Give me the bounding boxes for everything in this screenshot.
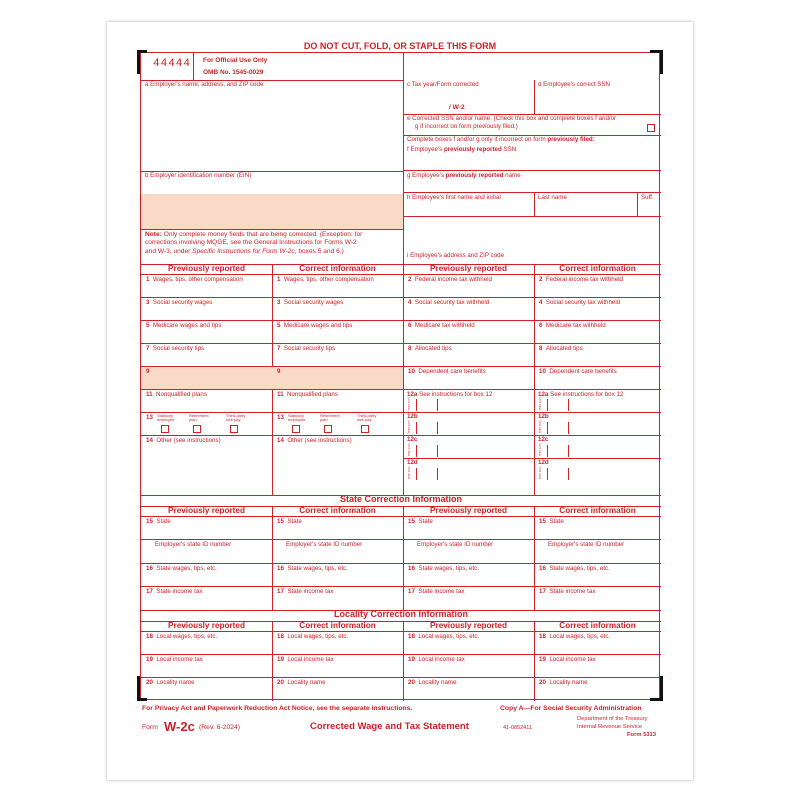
state-17-c1: 17 State income tax xyxy=(146,588,203,595)
box-12b-prev: 12b xyxy=(407,413,418,420)
box-13-prev-statutory-checkbox[interactable] xyxy=(161,425,169,433)
box-g-label: g Employee's previously reported name xyxy=(407,172,521,179)
box-12b-corr-code: C O D E xyxy=(538,420,542,435)
box-5-prev: 5 Medicare wages and tips xyxy=(146,322,222,329)
state-id-c1: Employer's state ID number xyxy=(155,541,232,548)
state-17-c4: 17 State income tax xyxy=(539,588,596,595)
corner-mark-bl-v xyxy=(137,676,140,701)
state-id-c4: Employer's state ID number xyxy=(548,541,625,548)
right-prev-header: Previously reported xyxy=(430,264,507,273)
state-prev-header-1: Previously reported xyxy=(168,506,245,515)
box-h-suffix: Suff. xyxy=(641,194,654,201)
box-13-prev-retirement-checkbox[interactable] xyxy=(193,425,201,433)
top-notice: DO NOT CUT, FOLD, OR STAPLE THIS FORM xyxy=(303,41,497,51)
box-12d-corr-code: C O D E xyxy=(538,466,542,481)
control-number[interactable]: 44444 xyxy=(153,58,192,70)
form-word: Form xyxy=(142,724,158,731)
box-6-corr: 6 Medicare tax withheld xyxy=(539,322,606,329)
ein-shaded-field[interactable] xyxy=(141,194,403,229)
box-h-last-name: Last name xyxy=(538,194,567,201)
box-13-corr: 13 xyxy=(277,414,284,421)
box-13-prev-statutory: Statutory employee xyxy=(157,413,175,423)
employer-name-field[interactable] xyxy=(141,89,403,171)
box-9-prev-label: 9 xyxy=(146,368,150,375)
local-20-c4: 20 Locality name xyxy=(539,679,588,686)
right-corr-header: Correct information xyxy=(559,264,636,273)
corner-mark-br-v xyxy=(660,676,663,701)
box-f-label: f Employee's previously reported SSN xyxy=(407,146,517,153)
box-11-prev: 11 Nonqualified plans xyxy=(146,391,207,398)
state-16-c2: 16 State wages, tips, etc. xyxy=(277,565,348,572)
local-19-c3: 19 Local income tax xyxy=(408,656,465,663)
locality-prev-header-2: Previously reported xyxy=(430,621,507,630)
state-16-c1: 16 State wages, tips, etc. xyxy=(146,565,217,572)
locality-corr-header-1: Correct information xyxy=(299,621,376,630)
box-5-corr: 5 Medicare wages and tips xyxy=(277,322,353,329)
box-2-corr: 2 Federal income tax withheld xyxy=(539,276,623,283)
box-9-corr-shaded[interactable] xyxy=(272,366,403,389)
box-13-prev-thirdparty-checkbox[interactable] xyxy=(230,425,238,433)
form-title: Corrected Wage and Tax Statement xyxy=(310,721,469,732)
state-prev-header-2: Previously reported xyxy=(430,506,507,515)
box-13-prev: 13 xyxy=(146,414,153,421)
state-17-c2: 17 State income tax xyxy=(277,588,334,595)
privacy-notice: For Privacy Act and Paperwork Reduction Act Notice, see the separate instructions. xyxy=(142,705,413,712)
left-prev-header: Previously reported xyxy=(168,264,245,273)
state-15-c3: 15 State xyxy=(408,518,433,525)
box-13-prev-thirdparty: Third-party sick pay xyxy=(226,413,246,423)
w2c-form xyxy=(140,52,660,700)
locality-prev-header-1: Previously reported xyxy=(168,621,245,630)
box-9-prev-shaded[interactable] xyxy=(141,366,272,389)
state-15-c4: 15 State xyxy=(539,518,564,525)
box-12d-corr: 12d xyxy=(538,459,549,466)
box-e-checkbox[interactable] xyxy=(647,124,655,132)
box-12c-corr-code: C O D E xyxy=(538,443,542,458)
box-13-corr-retirement: Retirement plan xyxy=(320,413,340,423)
box-9-corr-label: 9 xyxy=(277,368,281,375)
box-13-prev-retirement: Retirement plan xyxy=(189,413,209,423)
local-20-c1: 20 Locality name xyxy=(146,679,195,686)
box-a-label: a Employer's name, address, and ZIP code xyxy=(145,81,264,88)
box-3-prev: 3 Social security wages xyxy=(146,299,213,306)
state-15-c1: 15 State xyxy=(146,518,171,525)
box-4-prev: 4 Social security tax withheld xyxy=(408,299,490,306)
box-1-prev: 1 Wages, tips, other compensation xyxy=(146,276,243,283)
local-18-c3: 18 Local wages, tips, etc. xyxy=(408,633,480,640)
dept-irs: Internal Revenue Service xyxy=(577,724,643,730)
corner-mark-tr-v xyxy=(660,50,663,74)
complete-fg-instructions: Complete boxes f and/or g only if incorrect on form previously filed: xyxy=(407,136,595,143)
state-16-c3: 16 State wages, tips, etc. xyxy=(408,565,479,572)
box-i-label: i Employee's address and ZIP code xyxy=(407,252,505,259)
state-id-c3: Employer's state ID number xyxy=(417,541,494,548)
corner-mark-tl-v xyxy=(137,50,140,74)
box-12c-prev: 12c xyxy=(407,436,418,443)
official-use-label: For Official Use Only xyxy=(203,57,268,64)
copy-a-label: Copy A—For Social Security Administration xyxy=(500,705,642,712)
box-14-prev: 14 Other (see instructions) xyxy=(146,437,221,444)
box-8-prev: 8 Allocated tips xyxy=(408,345,452,352)
cat-number: 41-0852411 xyxy=(503,725,532,731)
state-17-c3: 17 State income tax xyxy=(408,588,465,595)
box-12b-prev-code: C O D E xyxy=(407,420,411,435)
local-19-c4: 19 Local income tax xyxy=(539,656,596,663)
box-10-corr: 10 Dependent care benefits xyxy=(539,368,617,375)
state-id-c2: Employer's state ID number xyxy=(286,541,363,548)
box-1-corr: 1 Wages, tips, other compensation xyxy=(277,276,374,283)
box-7-prev: 7 Social security tips xyxy=(146,345,205,352)
locality-section-title: Locality Correction Information xyxy=(333,609,468,619)
box-e-label: e Corrected SSN and/or name. (Check this box and complete boxes f and/or g if incorrect on form previously filed.) xyxy=(407,115,617,130)
local-20-c2: 20 Locality name xyxy=(277,679,326,686)
box-13-corr-statutory: Statutory employee xyxy=(288,413,306,423)
box-12c-corr: 12c xyxy=(538,436,549,443)
box-14-corr: 14 Other (see instructions) xyxy=(277,437,352,444)
box-12a-corr: 12a See instructions for box 12 xyxy=(538,391,624,398)
box-c-label: c Tax year/Form corrected xyxy=(407,81,479,88)
local-20-c3: 20 Locality name xyxy=(408,679,457,686)
box-d-label: d Employee's correct SSN xyxy=(538,81,611,88)
box-12c-prev-code: C O D E xyxy=(407,443,411,458)
box-12a-prev: 12a See instructions for box 12 xyxy=(407,391,493,398)
box-b-label: b Employer identification number (EIN) xyxy=(145,172,252,179)
local-18-c1: 18 Local wages, tips, etc. xyxy=(146,633,218,640)
dept-treasury: Department of the Treasury xyxy=(577,716,648,722)
box-10-prev: 10 Dependent care benefits xyxy=(408,368,486,375)
locality-corr-header-2: Correct information xyxy=(559,621,636,630)
local-18-c2: 18 Local wages, tips, etc. xyxy=(277,633,349,640)
form-name: W-2c xyxy=(164,719,195,734)
state-16-c4: 16 State wages, tips, etc. xyxy=(539,565,610,572)
box-h-label: h Employee's first name and initial xyxy=(407,194,501,201)
box-11-corr: 11 Nonqualified plans xyxy=(277,391,338,398)
box-c-form: / W-2 xyxy=(449,104,465,111)
local-19-c2: 19 Local income tax xyxy=(277,656,334,663)
box-3-corr: 3 Social security wages xyxy=(277,299,344,306)
box-13-corr-retirement-checkbox[interactable] xyxy=(324,425,332,433)
form-5313: Form 5313 xyxy=(627,732,656,738)
state-15-c2: 15 State xyxy=(277,518,302,525)
box-13-corr-thirdparty: Third-party sick pay xyxy=(357,413,377,423)
state-corr-header-2: Correct information xyxy=(559,506,636,515)
box-12a-corr-code: C O D E xyxy=(538,397,542,412)
box-6-prev: 6 Medicare tax withheld xyxy=(408,322,475,329)
box-2-prev: 2 Federal income tax withheld xyxy=(408,276,492,283)
local-18-c4: 18 Local wages, tips, etc. xyxy=(539,633,611,640)
note-text: Note: Only complete money fields that are being corrected. (Exception: for corrections involving MQGE, see the General Instructions for Forms W-2 and W-3, under Specific Instructions for Form W-2c, boxes 5 and 6.) xyxy=(145,231,363,255)
box-13-corr-thirdparty-checkbox[interactable] xyxy=(361,425,369,433)
left-corr-header: Correct information xyxy=(299,264,376,273)
state-corr-header-1: Correct information xyxy=(299,506,376,515)
box-13-corr-statutory-checkbox[interactable] xyxy=(292,425,300,433)
state-section-title: State Correction Information xyxy=(339,494,462,504)
box-8-corr: 8 Allocated tips xyxy=(539,345,583,352)
form-revision: (Rev. 6-2024) xyxy=(199,724,241,731)
box-7-corr: 7 Social security tips xyxy=(277,345,336,352)
box-12a-prev-code: C O D E xyxy=(407,397,411,412)
box-4-corr: 4 Social security tax withheld xyxy=(539,299,621,306)
box-12d-prev-code: C O D E xyxy=(407,466,411,481)
box-12b-corr: 12b xyxy=(538,413,549,420)
box-12d-prev: 12d xyxy=(407,459,418,466)
local-19-c1: 19 Local income tax xyxy=(146,656,203,663)
omb-number: OMB No. 1545-0029 xyxy=(203,69,264,76)
